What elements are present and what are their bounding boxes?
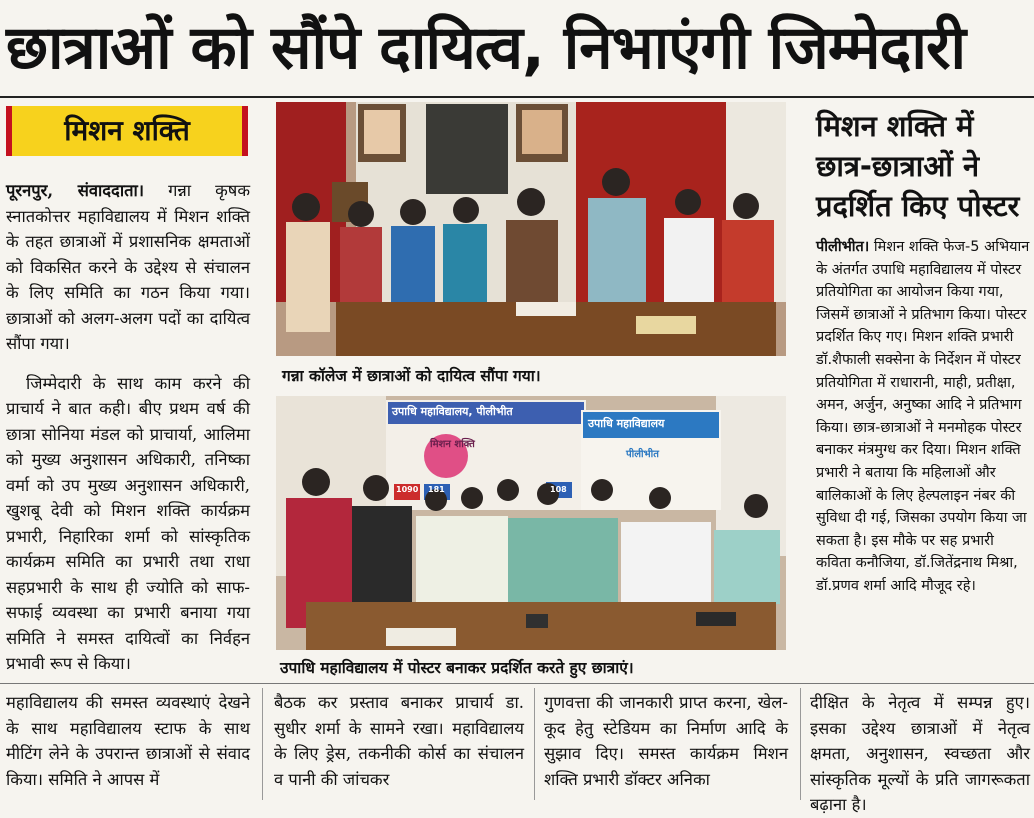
photo-college-event — [276, 102, 786, 356]
main-paragraph-2: जिम्मेदारी के साथ काम करने की प्राचार्य ने बात कही। बीए प्रथम वर्ष की छात्रा सोनिया मंडल को प्राचार्या, आलिमा को मुख्य अनुशासन अधिकारी, तनिष्का वर्मा को उप मुख्य अनुशासन अधिकारी, खुशबू देवी को मिशन शक्ति कार्यक्रम प्रभारी, निहारिका शर्मा को सांस्कृतिक कार्यक्रम समिति का प्रभारी तथा राधा सहप्रभारी के साथ ही ज्योति को साफ-सफाई व्यवस्था का प्रभारी बनाया गया समिति ने समस्त दायित्वों का निर्वहन प्रभावी रूप से किया। — [6, 373, 250, 673]
side-bottom-col: दीक्षित के नेतृत्व में सम्पन्न हुए। इसका उद्देश्य छात्राओं में नेतृत्व क्षमता, अनुशासन, स्वच्छता और सांस्कृतिक मूल्यों के प्रति जागरूकता बढ़ाना है। — [810, 693, 1030, 814]
hotline-2: 181 — [428, 485, 445, 494]
side-article-text — [816, 236, 1030, 672]
photo-poster-exhibition — [276, 396, 786, 650]
main-dateline: पूरनपुर, संवाददाता। — [6, 181, 145, 200]
photo2-caption: उपाधि महाविद्यालय में पोस्टर बनाकर प्रदर्शित करते हुए छात्राएं। — [280, 658, 634, 677]
main-bottom-col-2: बैठक कर प्रस्ताव बनाकर प्राचार्य डा. सुधीर शर्मा के सामने रखा। महाविद्यालय के लिए ड्रेस, तकनीकी कोर्स का संचालन व पानी की जांचकर — [274, 693, 524, 789]
banner1-title: उपाधि महाविद्यालय, पीलीभीत — [392, 405, 513, 418]
hotline-1: 1090 — [396, 485, 419, 494]
main-bottom-col-1: महाविद्यालय की समस्त व्यवस्थाएं देखने के साथ महाविद्यालय स्टाफ के साथ मीटिंग लेने के उपरान्त छात्राओं से संवाद किया। समिति ने आपस में — [6, 693, 250, 789]
hotline-3: 108 — [550, 485, 567, 494]
main-paragraph-1: गन्ना कृषक स्नातकोत्तर महाविद्यालय में मिशन शक्ति के तहत छात्राओं में प्रशासनिक क्षमताओं को विकसित करने के उद्देश्य से संचालन के लिए समिति का गठन किया गया। छात्राओं को अलग-अलग पदों का दायित्व सौंपा गया। — [6, 181, 250, 353]
headline-rule — [0, 96, 1034, 98]
section-badge: मिशन शक्ति — [6, 106, 248, 156]
photo-poster-exhibition-image — [276, 396, 786, 650]
column-divider — [800, 688, 801, 800]
side-body: मिशन शक्ति फेज-5 अभियान के अंतर्गत उपाधि महाविद्यालय में पोस्टर प्रतियोगिता का आयोजन किया गया, जिसमें छात्राओं ने प्रतिभाग किया। पोस्टर प्रदर्शित किए गए। मिशन शक्ति प्रभारी डॉ.शैफाली सक्सेना के निर्देशन में पोस्टर प्रतियोगिता में राधारानी, माही, प्रतीक्षा, अमन, अर्जुन, अनुष्का आदि ने प्रतिभाग किया। छात्र-छात्राओं ने मनमोहक पोस्टर बनाकर मंत्रमुग्ध कर दिया। मिशन शक्ति प्रभारी ने बताया कि महिलाओं और बालिकाओं के लिए हेल्पलाइन नंबर की सुविधा दी गई, जिसका उपयोग किया जा सकता है। इस मौके पर सह प्रभारी कविता कनौजिया, डॉ.जितेंद्रनाथ मिश्रा, डॉ.प्रणव शर्मा आदि मौजूद रहे। — [816, 239, 1030, 594]
column-divider — [534, 688, 535, 800]
banner2-subtitle: पीलीभीत — [626, 449, 659, 460]
main-bottom-col-3: गुणवत्ता की जानकारी प्राप्त करना, खेल-कूद हेतु स्टेडियम का निर्माण आदि के सुझाव दिए। समस्त कार्यक्रम मिशन शक्ति प्रभारी डॉक्टर अनिका — [544, 693, 788, 789]
bottom-rule — [0, 683, 1034, 684]
headline: छात्राओं को सौंपे दायित्व, निभाएंगी जिम्मेदारी — [6, 13, 966, 83]
main-article-text — [6, 178, 250, 683]
side-headline: मिशन शक्ति में छात्र-छात्राओं ने प्रदर्शित किए पोस्टर — [816, 109, 1020, 223]
column-divider — [262, 688, 263, 800]
photo1-caption: गन्ना कॉलेज में छात्राओं को दायित्व सौंपा गया। — [282, 366, 541, 385]
banner1-subtitle: मिशन शक्ति — [430, 439, 475, 450]
side-dateline: पीलीभीत। — [816, 239, 870, 255]
banner2-title: उपाधि महाविद्यालय — [588, 417, 665, 430]
photo-college-event-image — [276, 102, 786, 356]
